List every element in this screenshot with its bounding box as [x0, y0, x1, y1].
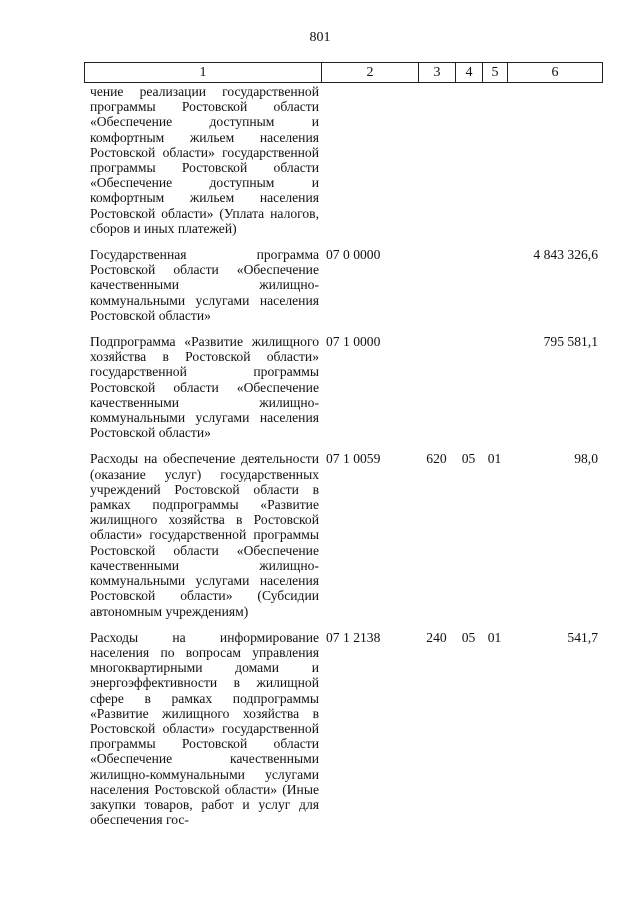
- row-subsection: [482, 247, 507, 323]
- column-header-row: [85, 63, 603, 83]
- row-target-article: 07 1 0000: [326, 334, 381, 350]
- row-section: 05: [461, 629, 476, 645]
- row-amount: 98,0: [574, 451, 598, 467]
- row-subsection: [482, 334, 507, 440]
- column-header-section: 4: [456, 63, 483, 83]
- column-header-description: 1: [85, 63, 322, 83]
- row-description: Подпрограмма «Развитие жилищного хозяйства в Ростовской области» государственной программы Ростовской области «Обеспечение качественными жилищно-коммунальными услугами населения Ростовской области»: [90, 334, 319, 441]
- row-target-article: 07 0 0000: [326, 247, 381, 263]
- row-section: [455, 247, 482, 323]
- row-description: Расходы на информирование населения по вопросам управления многоквартирными домами и энергоэффективности в жилищной сфере в рамках подпрограммы «Развитие жилищного хозяйства в Ростовской области» государственной программы Ростовской области «Обеспечение качественными жилищно-коммунальными услугами населения Ростовской области» (Иные закупки товаров, работ и услуг для обеспечения гос-: [90, 629, 319, 828]
- row-target-article: 07 1 2138: [326, 629, 381, 645]
- row-description: Государственная программа Ростовской области «Обеспечение качественными жилищно-коммунальными услугами населения Ростовской области»: [90, 247, 319, 323]
- row-amount: 541,7: [567, 629, 598, 645]
- column-header-table: [84, 62, 603, 83]
- column-header-target-article: 2: [322, 63, 419, 83]
- row-amount: 4 843 326,6: [533, 247, 598, 263]
- table-row: [84, 247, 602, 323]
- budget-table-body: [84, 84, 602, 827]
- row-target-article: [321, 84, 418, 236]
- row-expense-type: [418, 334, 455, 440]
- row-amount: [507, 84, 602, 236]
- page-number: 801: [309, 30, 331, 45]
- row-amount: 795 581,1: [543, 334, 598, 350]
- row-subsection: 01: [487, 629, 502, 645]
- row-subsection: [482, 84, 507, 236]
- table-row: [84, 84, 602, 236]
- row-expense-type: [418, 247, 455, 323]
- column-header-expense-type: 3: [419, 63, 456, 83]
- table-row: [84, 451, 602, 618]
- table-row: [84, 334, 602, 440]
- column-header-amount: 6: [508, 63, 603, 83]
- table-row: [84, 630, 602, 828]
- row-expense-type: 620: [426, 451, 447, 467]
- row-expense-type: 240: [426, 629, 447, 645]
- row-section: [455, 334, 482, 440]
- row-section: [455, 84, 482, 236]
- column-header-subsection: 5: [483, 63, 508, 83]
- row-subsection: 01: [487, 451, 502, 467]
- row-description: чение реализации государственной программы Ростовской области «Обеспечение доступным и комфортным жильем населения Ростовской области» государственной программы Ростовской области «Обеспечение доступным и комфортным жильем населения Ростовской области» (Уплата налогов, сборов и иных платежей): [90, 84, 319, 236]
- row-target-article: 07 1 0059: [326, 451, 381, 467]
- row-expense-type: [418, 84, 455, 236]
- row-description: Расходы на обеспечение деятельности (оказание услуг) государственных учреждений Ростовской области в рамках подпрограммы «Развитие жилищного хозяйства в Ростовской области» государственной программы Ростовской области «Обеспечение качественными жилищно-коммунальными услугами населения Ростовской области» (Субсидии автономным учреждениям): [90, 451, 319, 619]
- row-section: 05: [461, 451, 476, 467]
